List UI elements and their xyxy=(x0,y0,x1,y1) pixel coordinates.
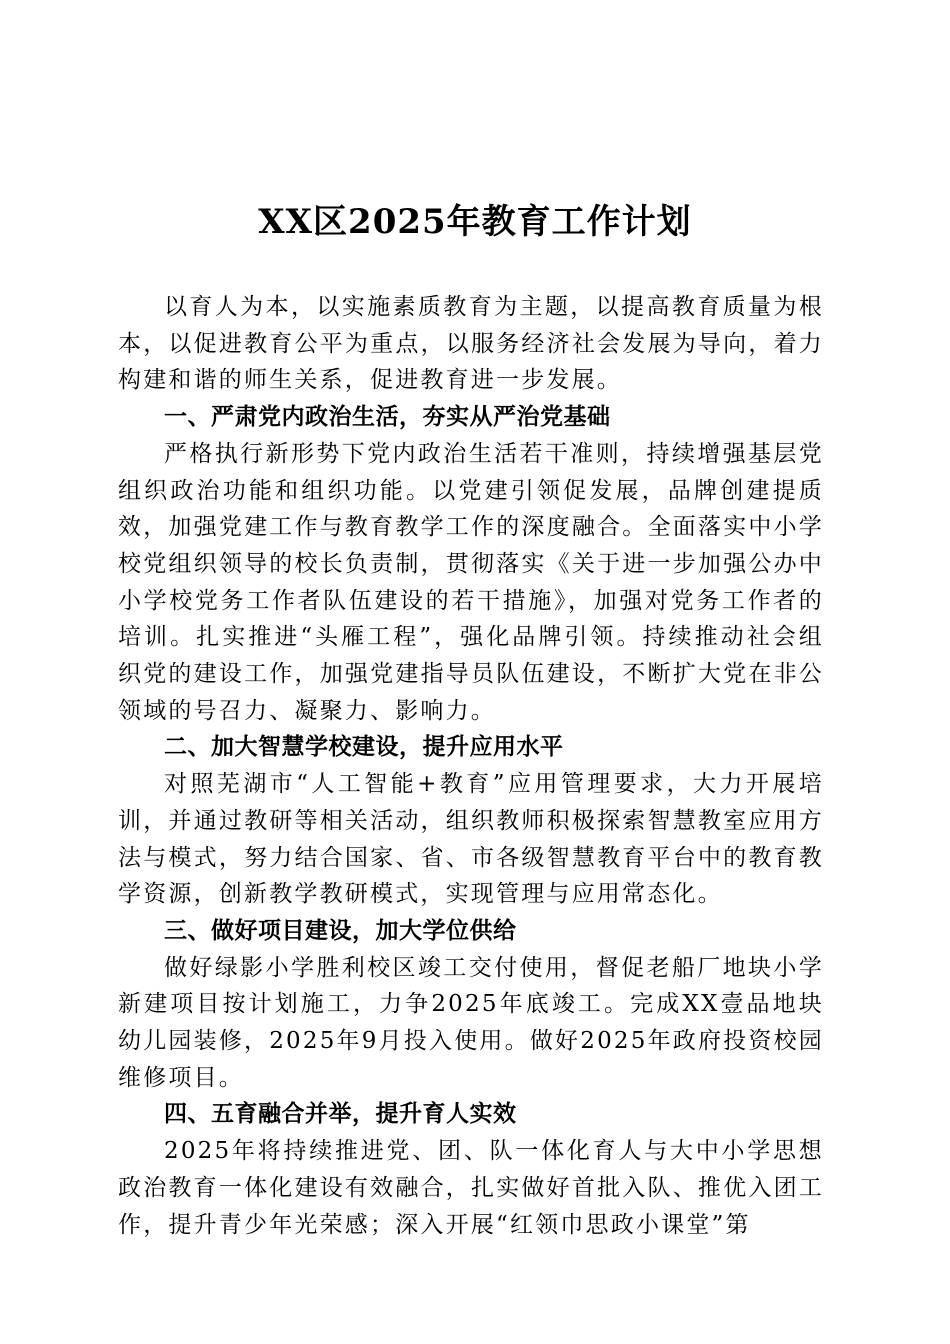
section-2-paragraph: 对照芜湖市“人工智能+教育”应用管理要求，大力开展培训，并通过教研等相关活动，组织教师积极探索智慧教室应用方法与模式，努力结合国家、省、市各级智慧教育平台中的教育教学资源，创新教学教研模式，实现管理与应用常态化。 xyxy=(118,771,824,908)
section-3-heading: 三、做好项目建设，加大学位供给 xyxy=(164,917,517,944)
section-2-heading: 二、加大智慧学校建设，提升应用水平 xyxy=(164,734,564,761)
section-1-paragraph: 严格执行新形势下党内政治生活若干准则，持续增强基层党组织政治功能和组织功能。以党建引领促发展，品牌创建提质效，加强党建工作与教育教学工作的深度融合。全面落实中小学校党组织领导的校长负责制，贯彻落实《关于进一步加强公办中小学校党务工作者队伍建设的若干措施》，加强对党务工作者的培训。扎实推进“头雁工程”，强化品牌引领。持续推动社会组织党的建设工作，加强党建指导员队伍建设，不断扩大党在非公领域的号召力、凝聚力、影响力。 xyxy=(118,440,824,724)
intro-paragraph: 以育人为本，以实施素质教育为主题，以提高教育质量为根本，以促进教育公平为重点，以服务经济社会发展为导向，着力构建和谐的师生关系，促进教育进一步发展。 xyxy=(118,294,824,394)
document-title: XX区2025年教育工作计划 xyxy=(258,202,692,242)
document-body xyxy=(118,289,824,1243)
section-3-paragraph: 做好绿影小学胜利校区竣工交付使用，督促老船厂地块小学新建项目按计划施工，力争2025年底竣工。完成XX壹品地块幼儿园装修，2025年9月投入使用。做好2025年政府投资校园维修项目。 xyxy=(118,954,824,1091)
section-1-heading: 一、严肃党内政治生活，夯实从严治党基础 xyxy=(164,404,611,431)
section-4-heading: 四、五育融合并举，提升育人实效 xyxy=(164,1101,517,1128)
section-4-paragraph: 2025年将持续推进党、团、队一体化育人与大中小学思想政治教育一体化建设有效融合，扎实做好首批入队、推优入团工作，提升青少年光荣感；深入开展“红领巾思政小课堂”第 xyxy=(118,1138,824,1238)
